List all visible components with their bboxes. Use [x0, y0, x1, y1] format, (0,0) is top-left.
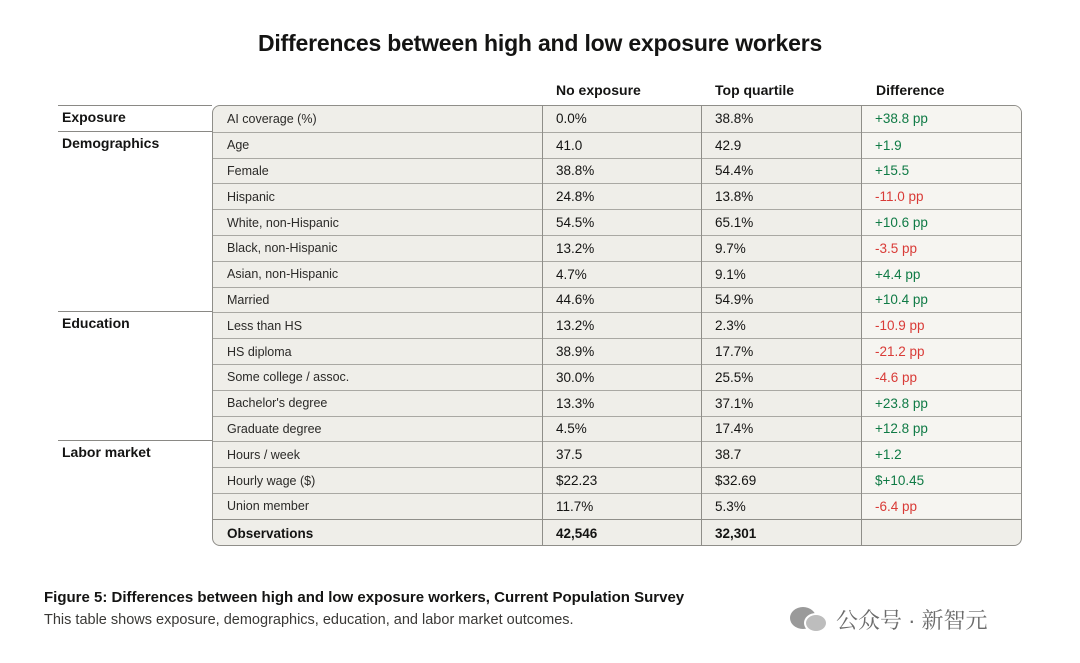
observations-label: Observations: [227, 525, 314, 541]
cell-no-exposure: 37.5: [556, 447, 583, 463]
cell-top-quartile: 54.4%: [715, 163, 754, 179]
cell-no-exposure: 13.3%: [556, 395, 595, 411]
cell-top-quartile: 38.7: [715, 447, 742, 463]
column-header-difference: Difference: [876, 82, 945, 98]
column-divider: [542, 106, 543, 545]
row-label: Bachelor's degree: [227, 396, 328, 411]
table-row: [213, 209, 1021, 235]
cell-difference: +1.2: [875, 447, 902, 463]
column-header-top-quartile: Top quartile: [715, 82, 795, 98]
watermark: [790, 604, 988, 635]
figure-caption-title: Figure 5: Differences between high and low exposure workers, Current Population Survey: [44, 589, 685, 606]
row-label: Graduate degree: [227, 421, 322, 436]
column-divider: [861, 106, 862, 545]
cell-difference: -21.2 pp: [875, 344, 925, 360]
cell-no-exposure: 54.5%: [556, 215, 595, 231]
row-label: Union member: [227, 499, 309, 514]
table-row: [213, 183, 1021, 209]
section-label: Education: [62, 315, 130, 332]
table-row: [213, 235, 1021, 261]
section-label: Exposure: [62, 109, 126, 125]
watermark-text: 公众号 · 新智元: [836, 608, 988, 633]
section-label: Labor market: [62, 444, 151, 461]
observations-top-quartile: 32,301: [715, 525, 757, 541]
section-divider: [58, 131, 212, 132]
cell-top-quartile: 38.8%: [715, 111, 754, 127]
cell-difference: -6.4 pp: [875, 498, 918, 514]
row-label: Hispanic: [227, 189, 275, 204]
cell-difference: +10.4 pp: [875, 292, 928, 308]
cell-difference: +4.4 pp: [875, 266, 921, 282]
cell-difference: +10.6 pp: [875, 215, 928, 231]
cell-no-exposure: 38.8%: [556, 163, 595, 179]
cell-difference: -4.6 pp: [875, 369, 918, 385]
cell-difference: +38.8 pp: [875, 111, 928, 127]
table-row: [213, 441, 1021, 467]
cell-top-quartile: 5.3%: [715, 498, 746, 514]
cell-no-exposure: 41.0: [556, 137, 583, 153]
page-title: Differences between high and low exposure workers: [257, 30, 823, 56]
cell-no-exposure: 44.6%: [556, 292, 595, 308]
cell-top-quartile: 2.3%: [715, 318, 746, 334]
cell-top-quartile: 54.9%: [715, 292, 754, 308]
cell-difference: +15.5: [875, 163, 910, 179]
cell-difference: $+10.45: [875, 473, 925, 489]
table-row: [213, 416, 1021, 442]
column-header-no-exposure: No exposure: [556, 82, 641, 98]
table-row: [213, 312, 1021, 338]
table-row: [213, 467, 1021, 493]
row-label: Age: [227, 138, 250, 153]
data-table: [212, 105, 1022, 546]
row-label: HS diploma: [227, 344, 292, 359]
cell-difference: -10.9 pp: [875, 318, 925, 334]
cell-difference: +1.9: [875, 137, 902, 153]
row-label: Less than HS: [227, 318, 303, 333]
cell-no-exposure: 4.5%: [556, 421, 587, 437]
cell-no-exposure: 38.9%: [556, 344, 595, 360]
table-row: [213, 338, 1021, 364]
table-row: [213, 390, 1021, 416]
column-divider: [701, 106, 702, 545]
cell-top-quartile: 17.4%: [715, 421, 754, 437]
cell-no-exposure: 24.8%: [556, 189, 595, 205]
cell-top-quartile: $32.69: [715, 473, 757, 489]
table-row: [213, 261, 1021, 287]
cell-no-exposure: 0.0%: [556, 111, 587, 127]
cell-top-quartile: 25.5%: [715, 369, 754, 385]
row-label: Female: [227, 163, 269, 178]
cell-top-quartile: 9.7%: [715, 240, 746, 256]
table-row: [213, 158, 1021, 184]
table-row: [213, 493, 1021, 519]
cell-difference: +12.8 pp: [875, 421, 928, 437]
table-row: [213, 106, 1021, 132]
row-label: Hours / week: [227, 447, 300, 462]
cell-no-exposure: 11.7%: [556, 498, 594, 514]
cell-top-quartile: 13.8%: [715, 189, 754, 205]
wechat-icon: [790, 605, 828, 635]
section-label: Demographics: [62, 134, 160, 151]
cell-no-exposure: 13.2%: [556, 318, 595, 334]
cell-top-quartile: 37.1%: [715, 395, 754, 411]
cell-top-quartile: 42.9: [715, 137, 742, 153]
cell-top-quartile: 9.1%: [715, 266, 746, 282]
cell-difference: +23.8 pp: [875, 395, 928, 411]
row-label: Hourly wage ($): [227, 473, 316, 488]
section-divider: [58, 105, 212, 106]
cell-no-exposure: $22.23: [556, 473, 598, 489]
cell-no-exposure: 30.0%: [556, 369, 595, 385]
cell-difference: -3.5 pp: [875, 240, 918, 256]
row-label: Some college / assoc.: [227, 370, 350, 385]
row-label: Black, non-Hispanic: [227, 241, 338, 256]
cell-no-exposure: 13.2%: [556, 240, 595, 256]
section-divider: [58, 440, 212, 441]
section-divider: [58, 311, 212, 312]
observations-row: [213, 519, 1021, 546]
table-row: [213, 132, 1021, 158]
row-label: AI coverage (%): [227, 111, 317, 126]
row-label: White, non-Hispanic: [227, 215, 339, 230]
cell-difference: -11.0 pp: [875, 189, 924, 205]
row-label: Married: [227, 292, 270, 307]
cell-top-quartile: 65.1%: [715, 215, 754, 231]
cell-top-quartile: 17.7%: [715, 344, 754, 360]
row-label: Asian, non-Hispanic: [227, 267, 339, 282]
figure-caption-text: This table shows exposure, demographics, education, and labor market outcomes.: [44, 612, 574, 628]
table-row: [213, 287, 1021, 313]
cell-no-exposure: 4.7%: [556, 266, 587, 282]
observations-no-exposure: 42,546: [556, 525, 598, 541]
table-row: [213, 364, 1021, 390]
